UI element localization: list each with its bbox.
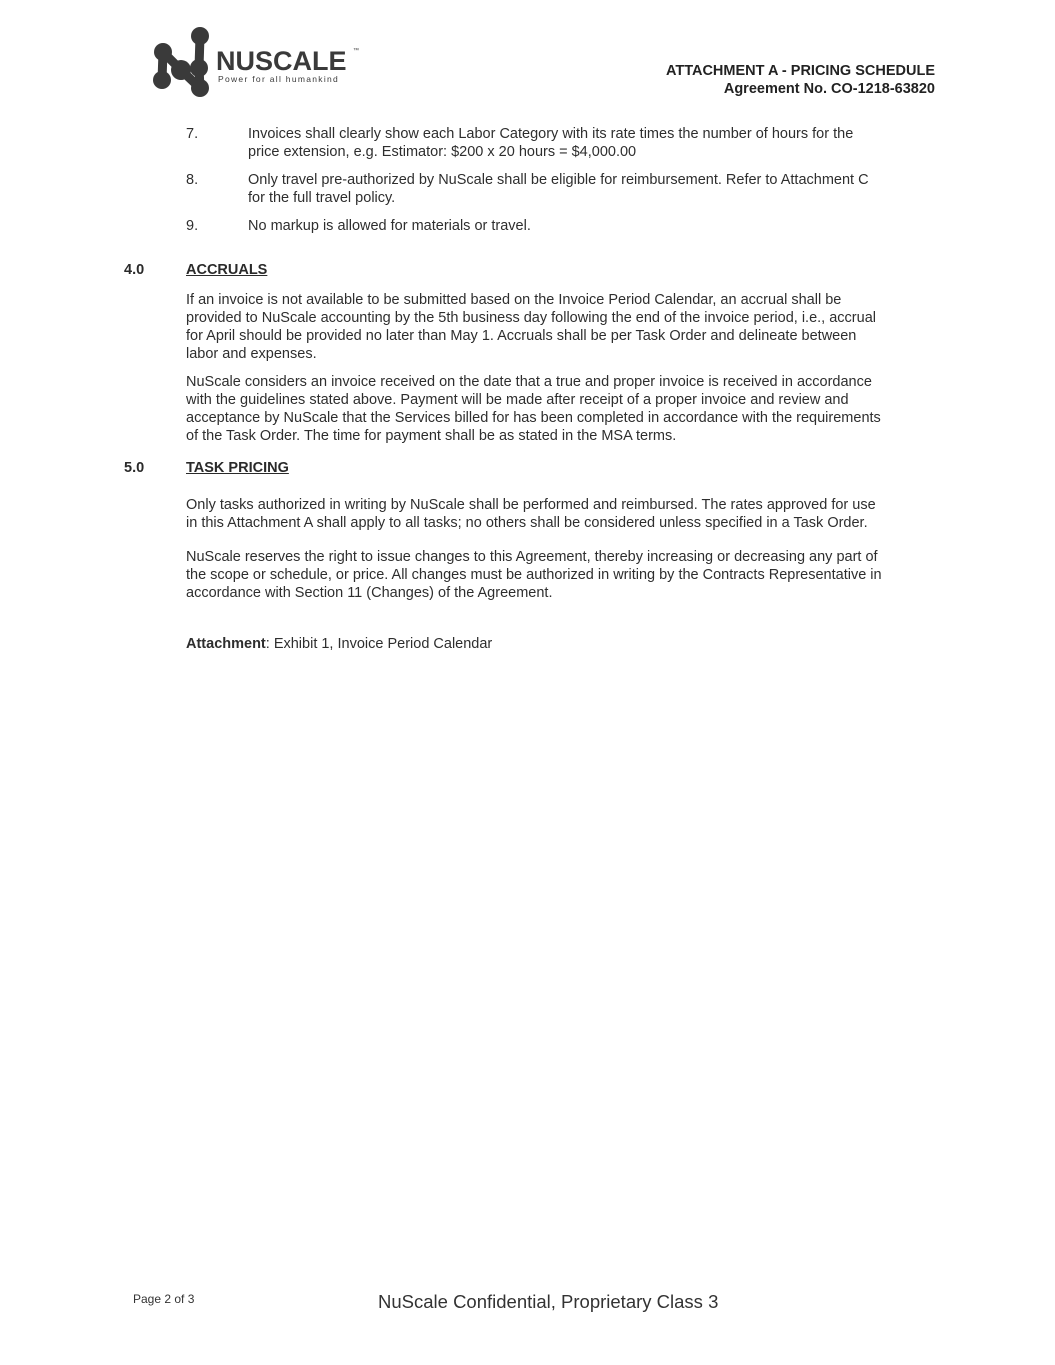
nuscale-logo-graphic (150, 26, 370, 98)
list-item-number: 8. (186, 172, 199, 188)
text-line: with the guidelines stated above. Payment will be made after receipt of a proper invoice and review and (186, 392, 849, 408)
document-title: ATTACHMENT A - PRICING SCHEDULE (665, 63, 935, 79)
text-line: in this Attachment A shall apply to all tasks; no others shall be considered unless specified in a Task Order. (186, 515, 868, 531)
text-line: of the Task Order. The time for payment shall be as stated in the MSA terms. (186, 428, 677, 444)
logo-tagline: Power for all humankind (218, 74, 340, 84)
section-number: 5.0 (124, 460, 145, 476)
list-item-number: 7. (186, 126, 199, 142)
text-line: NuScale considers an invoice received on the date that a true and proper invoice is received in accordance (186, 374, 872, 390)
logo-tm: ™ (353, 48, 359, 54)
task-pricing-paragraph-2 (186, 548, 936, 602)
accruals-paragraph-2 (186, 373, 936, 445)
agreement-number: Agreement No. CO-1218-63820 (723, 81, 935, 97)
text-line: Invoices shall clearly show each Labor Category with its rate times the number of hours for the (248, 126, 854, 142)
text-line: labor and expenses. (186, 346, 317, 362)
accruals-paragraph-1 (186, 291, 936, 363)
text-line: for April should be provided no later than May 1. Accruals shall be per Task Order and delineate between (186, 328, 857, 344)
section-number: 4.0 (124, 262, 145, 278)
text-line: price extension, e.g. Estimator: $200 x 20 hours = $4,000.00 (248, 144, 637, 160)
text-line: If an invoice is not available to be submitted based on the Invoice Period Calendar, an accrual shall be (186, 292, 842, 308)
text-line: the scope or schedule, or price. All changes must be authorized in writing by the Contracts Representative in (186, 567, 882, 583)
text-line: Only travel pre-authorized by NuScale shall be eligible for reimbursement. Refer to Attachment C (248, 172, 869, 188)
attachment-text: : Exhibit 1, Invoice Period Calendar (265, 636, 493, 652)
list-item (248, 171, 938, 207)
confidentiality-notice: NuScale Confidential, Proprietary Class 3 (378, 1291, 719, 1312)
text-line: Only tasks authorized in writing by NuScale shall be performed and reimbursed. The rates approved for use (186, 497, 876, 513)
section-heading-accruals: ACCRUALS (186, 262, 268, 278)
attachment-line (186, 635, 936, 653)
nuscale-logo (150, 26, 370, 98)
text-line: accordance with Section 11 (Changes) of the Agreement. (186, 585, 553, 601)
text-line: acceptance by NuScale that the Services billed for has been completed in accordance with the requirements (186, 410, 881, 426)
text-line: for the full travel policy. (248, 190, 396, 206)
logo-brand: NUSCALE (216, 46, 347, 76)
text-line: No markup is allowed for materials or travel. (248, 218, 531, 234)
list-item (248, 217, 938, 235)
text-line: NuScale reserves the right to issue changes to this Agreement, thereby increasing or decreasing any part of (186, 549, 878, 565)
list-item-number: 9. (186, 218, 199, 234)
attachment-label: Attachment (186, 636, 266, 652)
page-number: Page 2 of 3 (133, 1292, 195, 1306)
section-heading-task-pricing: TASK PRICING (186, 460, 289, 476)
text-line: provided to NuScale accounting by the 5th business day following the end of the invoice period, i.e., accrual (186, 310, 876, 326)
list-item (248, 125, 938, 161)
task-pricing-paragraph-1 (186, 496, 936, 532)
